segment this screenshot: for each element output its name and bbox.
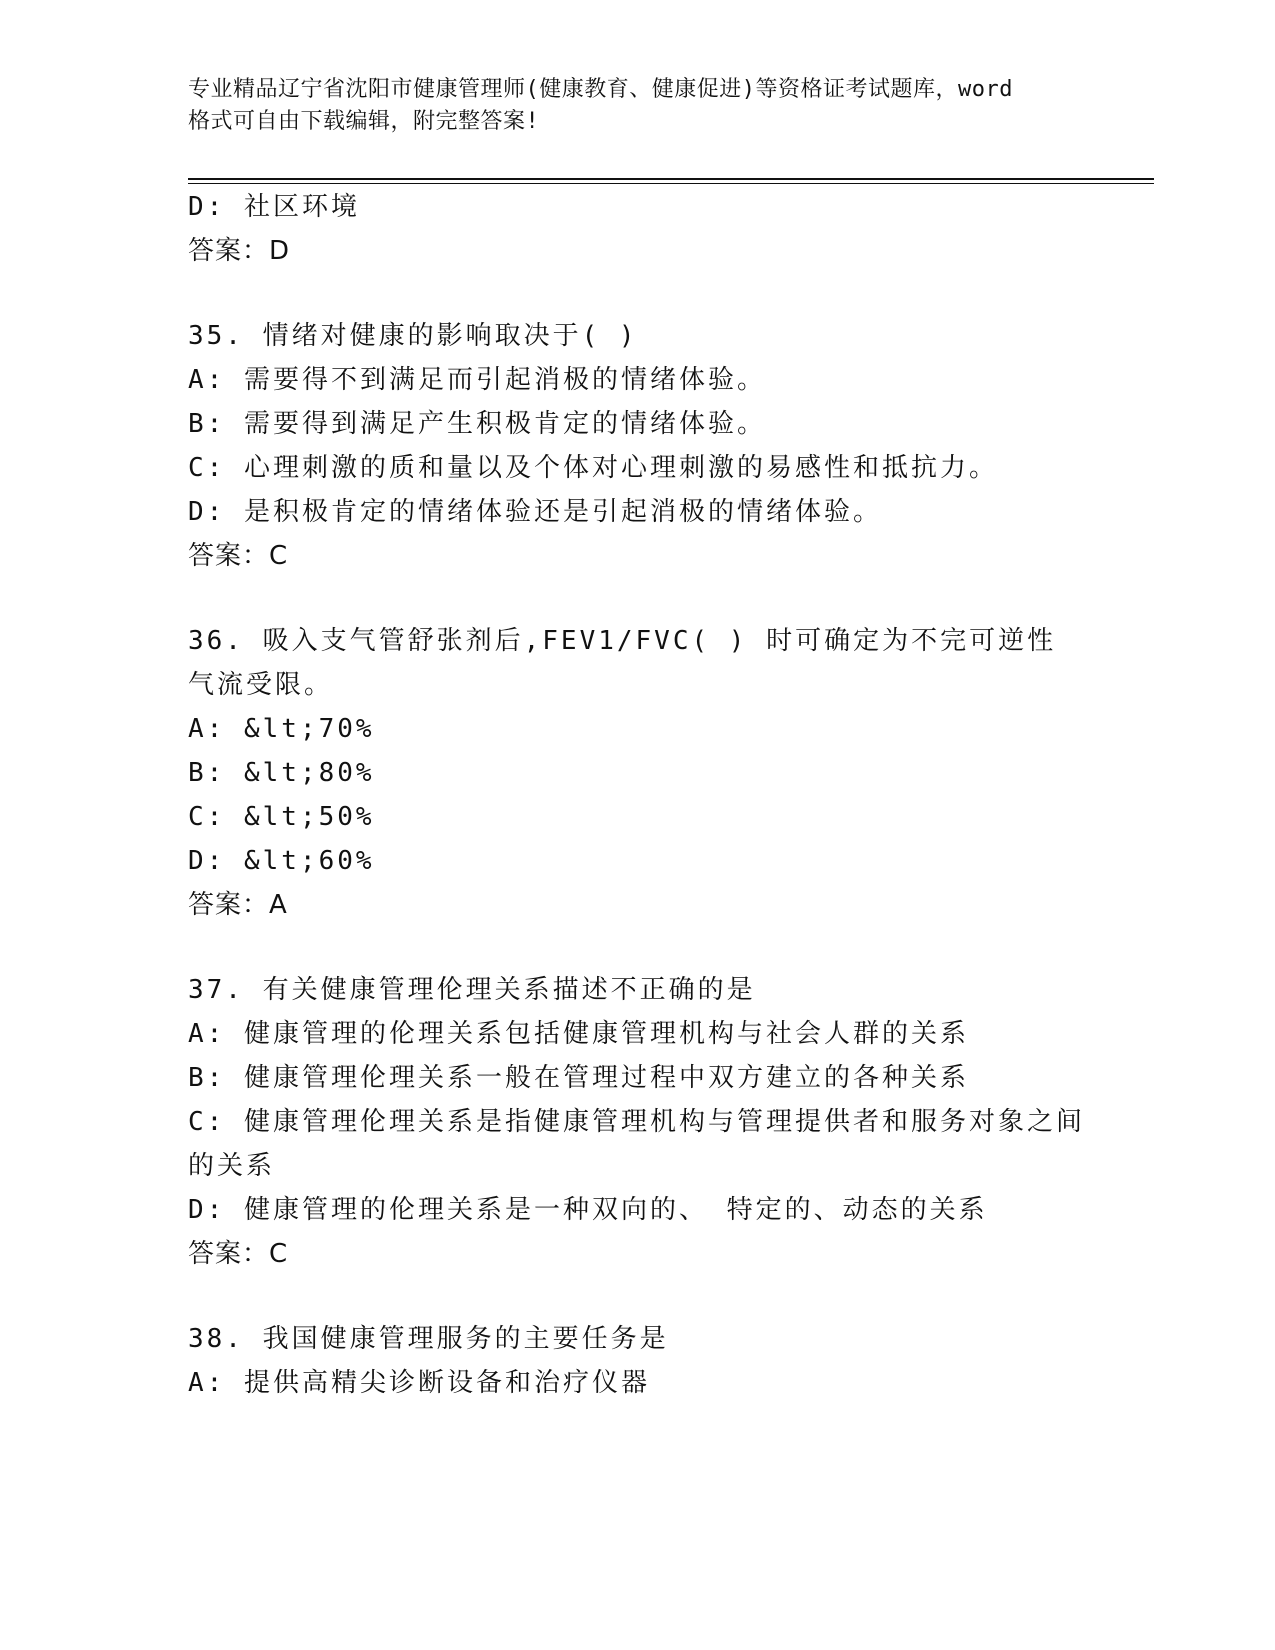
document-header xyxy=(188,74,1088,138)
header-divider-thick xyxy=(188,178,1154,180)
q36-stem-line-2: 气流受限。 xyxy=(188,670,334,700)
q36-stem-line-1: 36. 吸入支气管舒张剂后,FEV1/FVC( ) 时可确定为不完可逆性 xyxy=(188,626,1057,656)
q37-option-c-line-2: 的关系 xyxy=(188,1151,276,1181)
header-line-2: 格式可自由下载编辑，附完整答案! xyxy=(188,109,540,134)
q35-option-b: B: 需要得到满足产生积极肯定的情绪体验。 xyxy=(188,409,766,439)
header-divider-thin xyxy=(188,183,1154,184)
q37-option-c-line-1: C: 健康管理伦理关系是指健康管理机构与管理提供者和服务对象之间 xyxy=(188,1107,1085,1137)
q37-answer: 答案：C xyxy=(188,1239,289,1269)
q37-option-a: A: 健康管理的伦理关系包括健康管理机构与社会人群的关系 xyxy=(188,1019,969,1049)
prev-answer: 答案：D xyxy=(188,236,291,266)
q36-option-d: D: &lt;60% xyxy=(188,846,375,876)
q35-stem: 35. 情绪对健康的影响取决于( ) xyxy=(188,321,638,351)
header-line-1: 专业精品辽宁省沈阳市健康管理师(健康教育、健康促进)等资格证考试题库，word xyxy=(188,77,1013,102)
q36-option-a: A: &lt;70% xyxy=(188,714,375,744)
q35-option-d: D: 是积极肯定的情绪体验还是引起消极的情绪体验。 xyxy=(188,497,882,527)
q36-option-c: C: &lt;50% xyxy=(188,802,375,832)
q37-stem: 37. 有关健康管理伦理关系描述不正确的是 xyxy=(188,975,756,1005)
q35-answer: 答案：C xyxy=(188,541,289,571)
prev-option-d: D: 社区环境 xyxy=(188,192,360,222)
q35-option-a: A: 需要得不到满足而引起消极的情绪体验。 xyxy=(188,365,766,395)
q37-option-d: D: 健康管理的伦理关系是一种双向的、 特定的、动态的关系 xyxy=(188,1195,988,1225)
q38-option-a: A: 提供高精尖诊断设备和治疗仪器 xyxy=(188,1368,650,1398)
q36-option-b: B: &lt;80% xyxy=(188,758,375,788)
q37-option-b: B: 健康管理伦理关系一般在管理过程中双方建立的各种关系 xyxy=(188,1063,969,1093)
q38-stem: 38. 我国健康管理服务的主要任务是 xyxy=(188,1324,669,1354)
q36-answer: 答案：A xyxy=(188,890,288,920)
q35-option-c: C: 心理刺激的质和量以及个体对心理刺激的易感性和抵抗力。 xyxy=(188,453,998,483)
